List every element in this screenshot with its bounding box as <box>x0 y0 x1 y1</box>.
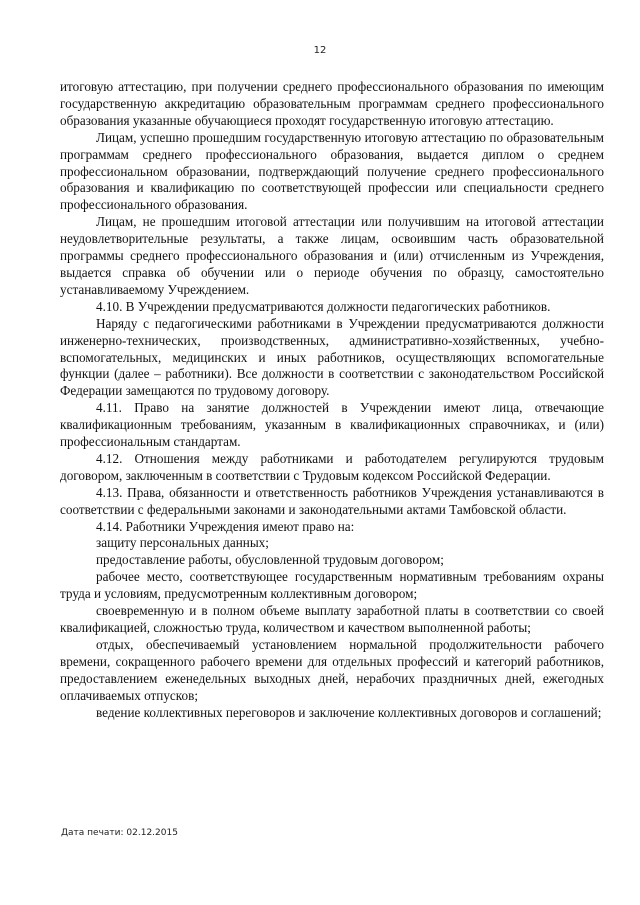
list-item-salary: своевременную и в полном объеме выплату заработной платы в соответствии со своей квалификацией, сложностью труда, количеством и качеством выполненной работы; <box>60 603 604 635</box>
list-item-rest: отдых, обеспечиваемый установлением нормальной продолжительности рабочего времени, сокращенного рабочего времени для отдельных профессий и категорий работников, предоставлением еженедельных выходных дней, нерабочих праздничных дней, ежегодных оплачиваемых отпусков; <box>60 636 604 703</box>
list-item-collective-bargaining: ведение коллективных переговоров и заключение коллективных договоров и соглашений; <box>96 704 602 720</box>
paragraph-continuation: итоговую аттестацию, при получении среднего профессионального образования по имеющим государственную аккредитацию образовательным программам среднего профессионального образования указанные обучающиеся проходят государственную итоговую аттестацию. <box>60 79 604 128</box>
paragraph-4-12: 4.12. Отношения между работниками и работодателем регулируются трудовым договором, заключенным в соответствии с Трудовым кодексом Российской Федерации. <box>60 450 604 483</box>
paragraph-diploma: Лицам, успешно прошедшим государственную итоговую аттестацию по образовательным программам среднего профессионального образования, выдается диплом о среднем профессиональном образовании, подтверждающий получение среднего профессионального образования и квалификацию по соответствующей профессии или специальности среднего профессионального образования. <box>60 129 604 213</box>
list-item-workplace: рабочее место, соответствующее государственным нормативным требованиям охраны труда и условиям, предусмотренным коллективным договором; <box>60 569 604 602</box>
paragraph-certificate: Лицам, не прошедшим итоговой аттестации или получившим на итоговой аттестации неудовлетворительные результаты, а также лицам, освоившим часть образовательной программы среднего профессионального образования и (или) отчисленным из Учреждения, выдается справка об обучении или о периоде обучения по образцу, самостоятельно устанавливаемому Учреждением. <box>60 214 604 297</box>
page-number: 12 <box>313 45 327 56</box>
document-body <box>60 79 604 721</box>
paragraph-4-13: 4.13. Права, обязанности и ответственность работников Учреждения устанавливаются в соответствии с федеральными законами и законодательными актами Тамбовской области. <box>60 484 604 517</box>
paragraph-4-10: 4.10. В Учреждении предусматриваются должности педагогических работников. <box>96 298 551 314</box>
paragraph-4-14: 4.14. Работники Учреждения имеют право на: <box>96 518 355 534</box>
paragraph-4-11: 4.11. Право на занятие должностей в Учреждении имеют лица, отвечающие квалификационным требованиям, указанным в квалификационных справочниках, и (или) профессиональным стандартам. <box>60 400 604 450</box>
paragraph-staff-positions: Наряду с педагогическими работниками в Учреждении предусматриваются должности инженерно-технических, производственных, административно-хозяйственных, учебно-вспомогательных, медицинских и иных работников, осуществляющих вспомогательные функции (далее – работники). Все должности в соответствии с законодательством Российской Федерации замещаются по трудовому договору. <box>60 315 604 399</box>
print-date-footer: Дата печати: 02.12.2015 <box>61 828 178 838</box>
list-item-work-provision: предоставление работы, обусловленной трудовым договором; <box>96 552 444 568</box>
list-item-personal-data: защиту персональных данных; <box>96 535 269 551</box>
